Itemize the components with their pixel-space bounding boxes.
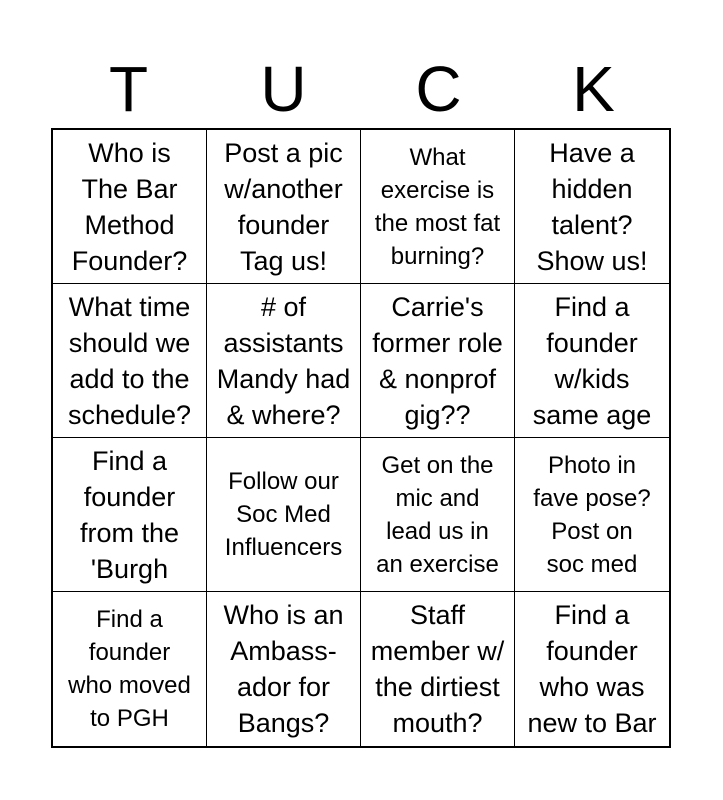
bingo-cell-text: Who is The Bar Method Founder? [71,137,188,276]
bingo-cell-text: Find a founder w/kids same age [532,291,652,430]
header-letter-t: T [108,53,149,125]
bingo-cell-text: What exercise is the most fat burning? [374,143,501,270]
header-letter-c: C [415,53,462,125]
bingo-cell-text: Post a pic w/another founder Tag us! [224,137,343,276]
bingo-cell-text: Follow our Soc Med Influencers [224,468,343,561]
bingo-cell-text: # of assistants Mandy had & where? [216,291,351,430]
bingo-cell-r3c2[interactable] [207,438,361,592]
bingo-cell-r1c3[interactable] [361,130,515,284]
bingo-cell-text: Find a founder who was new to Bar [527,600,657,738]
bingo-grid [51,128,671,748]
bingo-cell-r3c4[interactable] [515,438,669,592]
bingo-cell-text: What time should we add to the schedule? [67,291,192,430]
bingo-cell-r1c2[interactable] [207,130,361,284]
bingo-cell-r2c4[interactable] [515,284,669,438]
bingo-cell-r4c3[interactable] [361,592,515,746]
bingo-cell-text: Get on the mic and lead us in an exercise [376,451,499,578]
bingo-cell-r1c1[interactable] [53,130,207,284]
bingo-cell-r4c1[interactable] [53,592,207,746]
bingo-cell-r4c2[interactable] [207,592,361,746]
bingo-cell-text: Carrie's former role & nonprof gig?? [372,291,503,430]
bingo-cell-r3c1[interactable] [53,438,207,592]
bingo-cell-text: Photo in fave pose? Post on soc med [533,451,651,578]
bingo-cell-text: Staff member w/ the dirtiest mouth? [370,600,505,738]
bingo-header [51,50,671,128]
header-letter-k: K [572,53,615,125]
bingo-cell-text: Find a founder who moved to PGH [68,606,191,732]
bingo-cell-r4c4[interactable] [515,592,669,746]
bingo-cell-r2c3[interactable] [361,284,515,438]
bingo-cell-text: Find a founder from the 'Burgh [79,445,180,584]
bingo-cell-text: Have a hidden talent? Show us! [536,137,648,276]
bingo-cell-r2c1[interactable] [53,284,207,438]
bingo-cell-r1c4[interactable] [515,130,669,284]
bingo-cell-r2c2[interactable] [207,284,361,438]
header-letter-u: U [260,53,307,125]
bingo-cell-r3c3[interactable] [361,438,515,592]
bingo-cell-text: Who is an Ambass- ador for Bangs? [223,600,344,738]
